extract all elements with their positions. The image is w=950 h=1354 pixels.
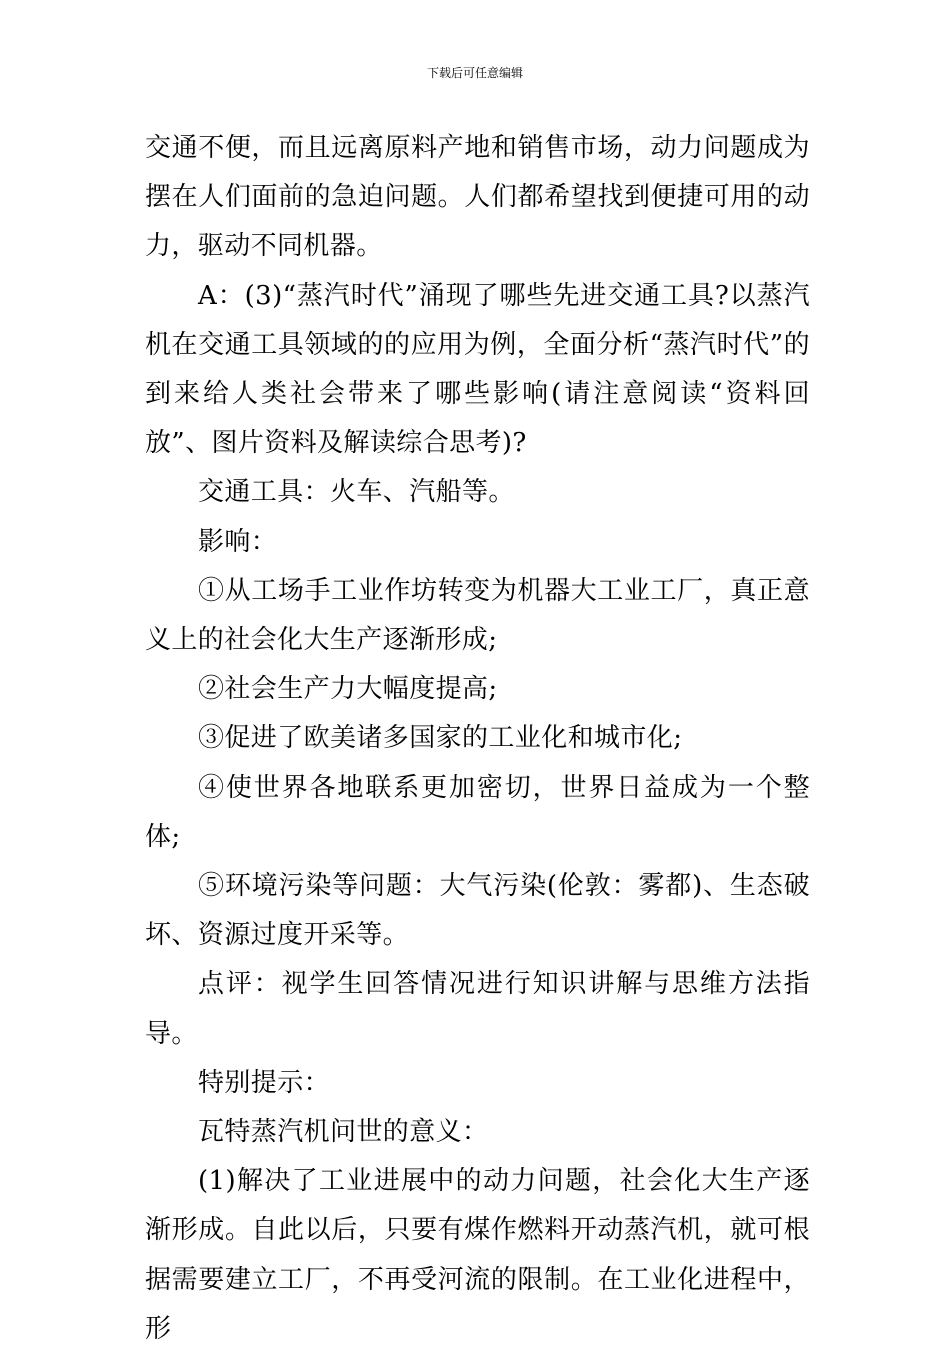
paragraph-comment: 点评：视学生回答情况进行知识讲解与思维方法指导。 <box>145 969 810 1049</box>
paragraph-special-tip: 特别提示： <box>198 1067 331 1098</box>
paragraph-significance-1: (1)解决了工业进展中的动力问题，社会化大生产逐渐形成。自此以后，只要有煤作燃料开动蒸汽机，就可根据需要建立工厂，不再受河流的限制。在工业化进程中，形 <box>145 1166 810 1344</box>
paragraph-impact-1: ①从工场手工业作坊转变为机器大工业工厂，真正意义上的社会化大生产逐渐形成; <box>145 575 810 656</box>
paragraph-impact-5: ⑤环境污染等问题：大气污染(伦敦：雾都)、生态破坏、资源过度开采等。 <box>145 871 810 951</box>
page-header: 下载后可任意编辑 <box>426 66 523 80</box>
document-body <box>145 124 810 1354</box>
paragraph-impact-3: ③促进了欧美诸多国家的工业化和城市化; <box>198 723 683 754</box>
paragraph-significance-heading: 瓦特蒸汽机问世的意义： <box>198 1117 489 1148</box>
paragraph-continuation: 交通不便，而且远离原料产地和销售市场，动力问题成为摆在人们面前的急迫问题。人们都希望找到便捷可用的动力，驱动不同机器。 <box>145 133 810 262</box>
paragraph-impact-heading: 影响： <box>198 526 278 557</box>
paragraph-question-a3: A：(3)“蒸汽时代”涌现了哪些先进交通工具?以蒸汽机在交通工具领域的的应用为例，全面分析“蒸汽时代”的到来给人类社会带来了哪些影响(请注意阅读“资料回放”、图片资料及解读综合思考)? <box>145 280 810 459</box>
paragraph-transport-tools: 交通工具：火车、汽船等。 <box>198 477 515 508</box>
paragraph-impact-2: ②社会生产力大幅度提高; <box>198 674 498 705</box>
paragraph-impact-4: ④使世界各地联系更加密切，世界日益成为一个整体; <box>145 772 810 852</box>
